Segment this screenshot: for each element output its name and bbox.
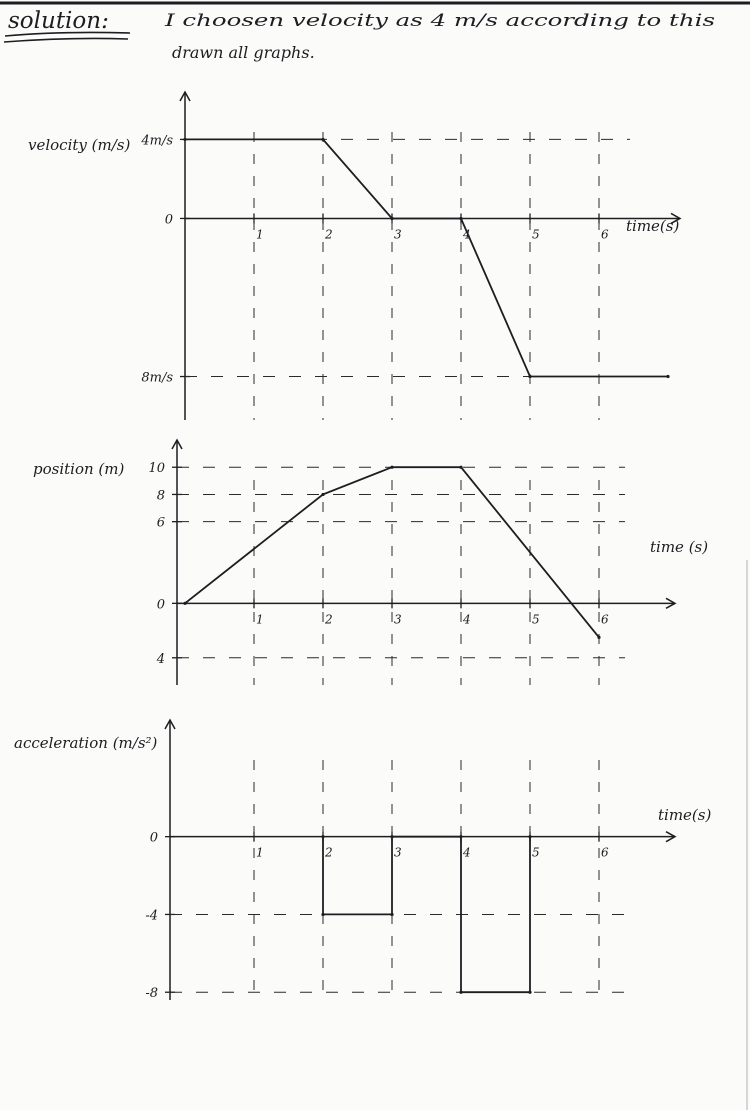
data-point (183, 138, 186, 141)
data-point (666, 375, 669, 378)
data-point (390, 913, 393, 916)
data-point (390, 466, 393, 469)
x-tick-label: 3 (394, 612, 402, 627)
velocity-axis-label: velocity (m/s) (28, 136, 131, 154)
data-point (321, 913, 324, 916)
data-point (183, 602, 186, 605)
acceleration-time-chart (145, 720, 675, 1001)
x-tick-label: 3 (394, 227, 402, 242)
acceleration-time-axis-label: time(s) (658, 806, 712, 824)
x-tick-label: 5 (532, 845, 540, 860)
data-series-line (323, 837, 530, 993)
x-tick-label: 2 (325, 612, 333, 627)
x-tick-label: 4 (463, 612, 471, 627)
x-tick-label: 3 (394, 845, 402, 860)
y-tick-label: -4 (145, 908, 158, 924)
x-tick-label: 6 (601, 227, 609, 242)
y-tick-label: 0 (149, 830, 158, 846)
x-tick-label: 4 (463, 845, 471, 860)
position-time-axis-label: time (s) (650, 538, 709, 556)
header-line-1: I choosen velocity as 4 m/s according to this (163, 11, 716, 31)
y-tick-label: 0 (156, 597, 165, 613)
data-point (390, 217, 393, 220)
x-tick-label: 1 (256, 227, 264, 242)
position-time-chart (148, 440, 675, 685)
data-point (459, 466, 462, 469)
y-tick-label: 0 (164, 212, 173, 228)
x-tick-label: 6 (601, 845, 609, 860)
data-series-line (185, 139, 668, 376)
data-point (321, 835, 324, 838)
y-tick-label: 8m/s (141, 370, 173, 386)
y-tick-label: 10 (148, 461, 165, 477)
data-point (528, 835, 531, 838)
y-tick-label: 4m/s (141, 133, 173, 149)
data-point (528, 991, 531, 994)
x-tick-label: 2 (325, 845, 333, 860)
acceleration-axis-label: acceleration (m/s²) (14, 734, 158, 752)
y-tick-label: 6 (156, 515, 165, 531)
y-tick-label: -8 (145, 986, 158, 1002)
data-point (459, 835, 462, 838)
y-tick-label: 4 (156, 651, 165, 667)
data-point (321, 138, 324, 141)
data-point (459, 991, 462, 994)
position-axis-label: position (m) (33, 460, 125, 478)
x-tick-label: 1 (256, 845, 264, 860)
data-point (459, 217, 462, 220)
x-tick-label: 5 (532, 227, 540, 242)
data-point (597, 636, 600, 639)
x-tick-label: 1 (256, 612, 264, 627)
data-point (390, 835, 393, 838)
velocity-time-axis-label: time(s) (626, 217, 680, 235)
data-point (528, 375, 531, 378)
x-tick-label: 4 (463, 227, 471, 242)
data-point (321, 493, 324, 496)
solution-heading: solution: (8, 8, 109, 34)
x-tick-label: 2 (325, 227, 333, 242)
x-tick-label: 6 (601, 612, 609, 627)
x-tick-label: 5 (532, 612, 540, 627)
header-line-2: drawn all graphs. (172, 43, 315, 62)
velocity-time-chart (140, 92, 680, 420)
y-tick-label: 8 (156, 488, 165, 504)
